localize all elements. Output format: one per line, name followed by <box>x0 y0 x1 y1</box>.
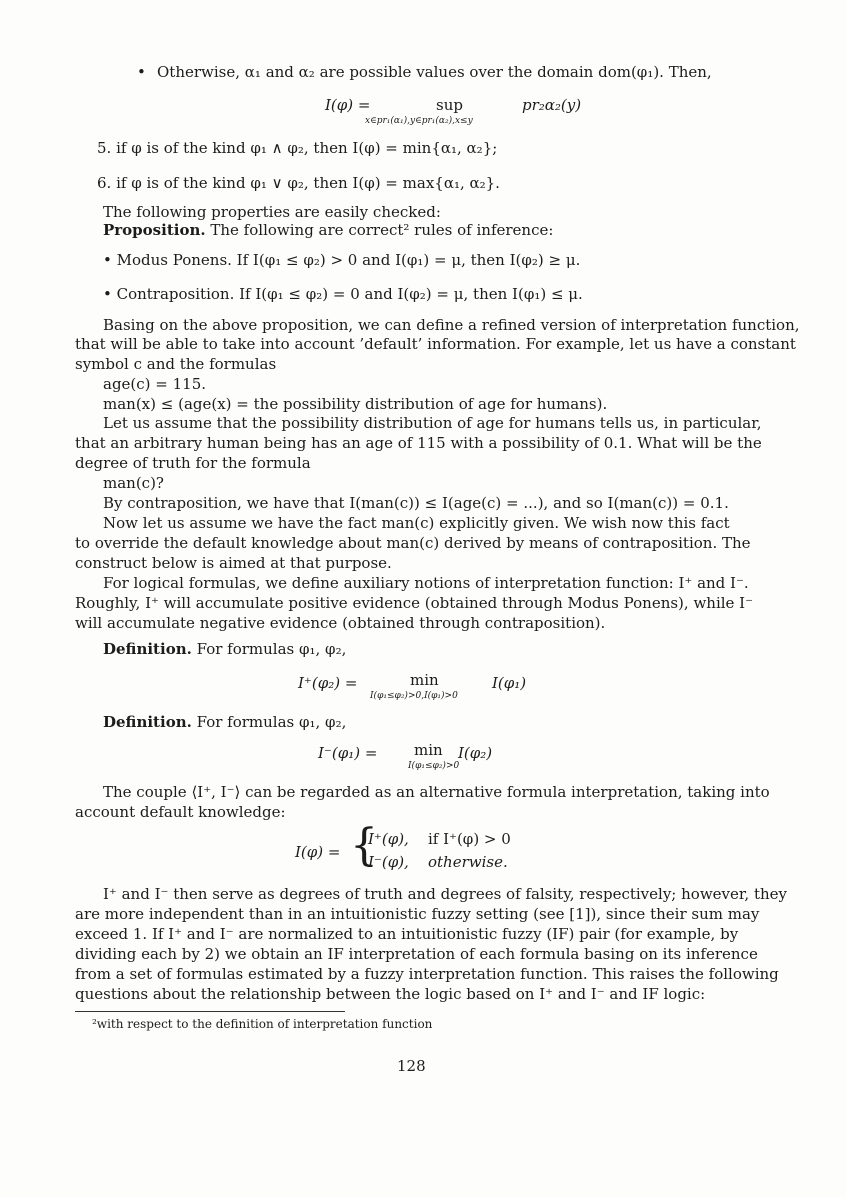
contraposition: • Contraposition. If I(φ₁ ≤ φ₂) = 0 and I(φ₂) = μ, then I(φ₁) ≤ μ. <box>103 285 583 303</box>
man-c-question: man(c)? <box>103 474 164 492</box>
def2-lhs: I⁻(φ₁) = <box>318 744 378 762</box>
para2-line-3: degree of truth for the formula <box>75 454 311 472</box>
item-5: 5. if φ is of the kind φ₁ ∧ φ₂, then I(φ) = min{α₁, α₂}; <box>97 139 498 157</box>
sup-formula-lhs: I(φ) = <box>325 96 371 114</box>
couple-line-2: account default knowledge: <box>75 803 286 821</box>
item-6: 6. if φ is of the kind φ₁ ∨ φ₂, then I(φ) = max{α₁, α₂}. <box>97 174 500 192</box>
definition-2-head: Definition. <box>103 713 192 731</box>
page-number: 128 <box>397 1057 426 1075</box>
para3-line-2: to override the default knowledge about man(c) derived by means of contraposition. The <box>75 534 751 552</box>
couple-line-1: The couple ⟨I⁺, I⁻⟩ can be regarded as an alternative formula interpretation, taking into <box>103 783 770 801</box>
sup-operator: sup <box>436 96 463 114</box>
modus-ponens: • Modus Ponens. If I(φ₁ ≤ φ₂) > 0 and I(φ₁) = μ, then I(φ₂) ≥ μ. <box>103 251 581 269</box>
otherwise-bullet <box>137 63 146 82</box>
def2-subscript: I(φ₁≤φ₂)>0 <box>408 761 460 771</box>
para2-line-1: Let us assume that the possibility distribution of age for humans tells us, in particular, <box>103 414 762 432</box>
properties-line: The following properties are easily checked: <box>103 203 441 221</box>
def1-subscript: I(φ₁≤φ₂)>0,I(φ₁)>0 <box>370 691 458 701</box>
by-contraposition: By contraposition, we have that I(man(c)) ≤ I(age(c) = ...), and so I(man(c)) = 0.1. <box>103 494 729 512</box>
man-formula: man(x) ≤ (age(x) = the possibility distribution of age for humans). <box>103 395 608 413</box>
case-2-condition: otherwise. <box>428 853 508 871</box>
sup-subscript: x∈pr₁(α₁),y∈pr₁(α₂),x≤y <box>365 116 473 126</box>
para5-line-4: dividing each by 2) we obtain an IF interpretation of each formula basing on its inference <box>75 945 758 963</box>
proposition-head: Proposition. <box>103 221 206 239</box>
para5-line-3: exceed 1. If I⁺ and I⁻ are normalized to an intuitionistic fuzzy (IF) pair (for example, by <box>75 925 739 943</box>
para5-line-5: from a set of formulas estimated by a fuzzy interpretation function. This raises the following <box>75 965 779 983</box>
para4-line-3: will accumulate negative evidence (obtained through contraposition). <box>75 614 606 632</box>
definition-2 <box>103 713 346 732</box>
def2-rhs: I(φ₂) <box>458 744 493 762</box>
def1-lhs: I⁺(φ₂) = <box>298 674 358 692</box>
definition-2-text: For formulas φ₁, φ₂, <box>196 713 347 731</box>
definition-1-head: Definition. <box>103 640 192 658</box>
para4-line-2: Roughly, I⁺ will accumulate positive evidence (obtained through Modus Ponens), while I⁻ <box>75 594 754 612</box>
footnote-rule <box>75 1011 345 1012</box>
proposition-text: The following are correct² rules of inference: <box>210 221 554 239</box>
cases-brace: { <box>350 820 378 871</box>
definition-1-text: For formulas φ₁, φ₂, <box>196 640 347 658</box>
para1-line-2: that will be able to take into account ’default’ information. For example, let us have a constant <box>75 335 796 353</box>
proposition <box>103 221 553 240</box>
cases-lhs: I(φ) = <box>295 843 341 861</box>
sup-formula-rhs: pr₂α₂(y) <box>522 96 582 114</box>
para3-line-3: construct below is aimed at that purpose. <box>75 554 392 572</box>
para1-line-3: symbol c and the formulas <box>75 355 277 373</box>
para1-line-1: Basing on the above proposition, we can define a refined version of interpretation function, <box>103 316 800 334</box>
footnote: ²with respect to the definition of interpretation function <box>92 1017 433 1031</box>
otherwise-text: Otherwise, α₁ and α₂ are possible values over the domain dom(φ₁). Then, <box>157 63 712 81</box>
bullet-mark: • <box>137 63 146 81</box>
case-2-value: I⁻(φ), <box>368 853 409 871</box>
age-formula: age(c) = 115. <box>103 375 207 393</box>
para5-line-6: questions about the relationship between the logic based on I⁺ and I⁻ and IF logic: <box>75 985 706 1003</box>
para4-line-1: For logical formulas, we define auxiliary notions of interpretation function: I⁺ and I⁻. <box>103 574 749 592</box>
def1-rhs: I(φ₁) <box>492 674 527 692</box>
para2-line-2: that an arbitrary human being has an age of 115 with a possibility of 0.1. What will be the <box>75 434 762 452</box>
case-1-condition: if I⁺(φ) > 0 <box>428 830 511 848</box>
def2-min: min <box>414 741 443 759</box>
para5-line-1: I⁺ and I⁻ then serve as degrees of truth and degrees of falsity, respectively; however, they <box>103 885 787 903</box>
definition-1 <box>103 640 346 659</box>
para3-line-1: Now let us assume we have the fact man(c) explicitly given. We wish now this fact <box>103 514 730 532</box>
def1-min: min <box>410 671 439 689</box>
para5-line-2: are more independent than in an intuitionistic fuzzy setting (see [1]), since their sum may <box>75 905 760 923</box>
case-1-value: I⁺(φ), <box>368 830 409 848</box>
